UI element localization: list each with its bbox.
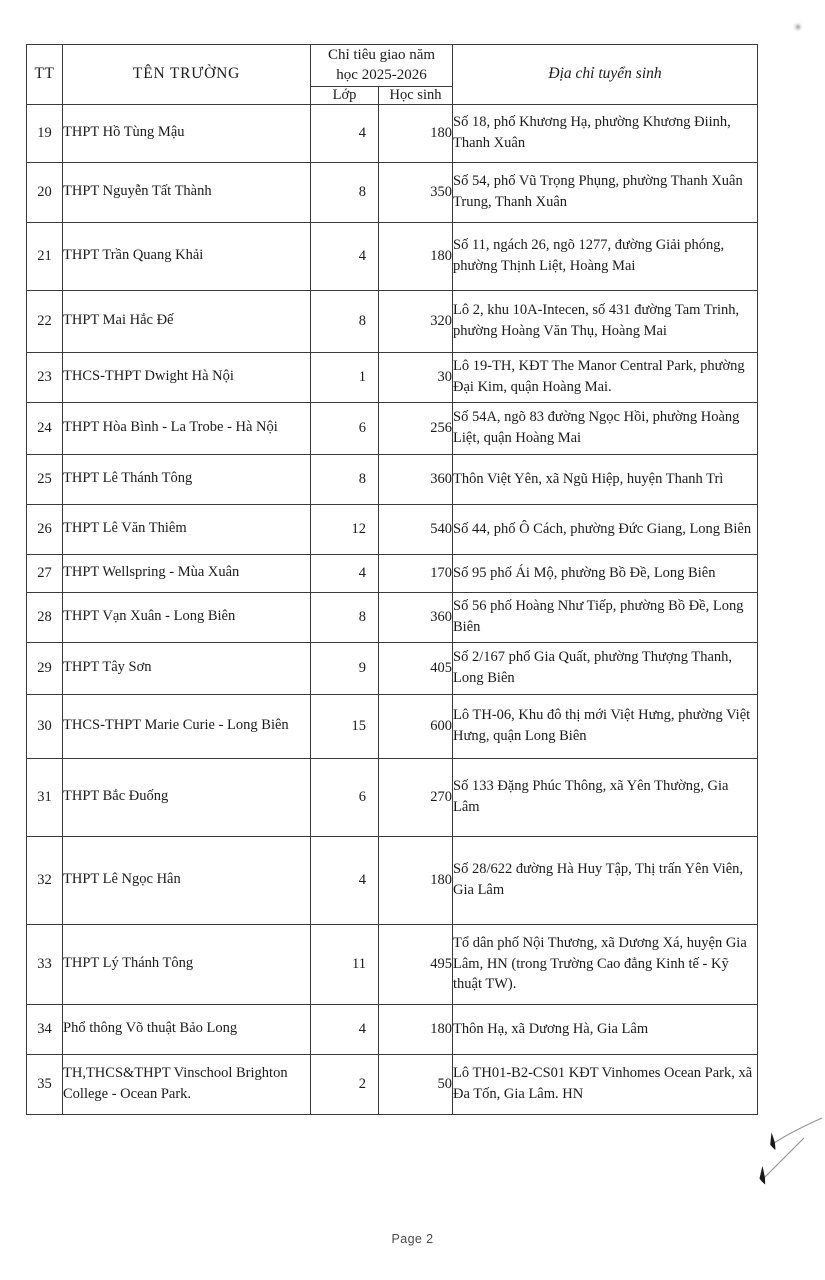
table-row bbox=[27, 352, 758, 402]
school-name-cell: THPT Lê Văn Thiêm bbox=[63, 504, 311, 554]
admission-quota-table-wrapper bbox=[26, 44, 757, 1115]
table-row bbox=[27, 758, 758, 836]
column-header-address: Địa chỉ tuyển sinh bbox=[453, 45, 758, 105]
students-count-cell: 320 bbox=[379, 290, 453, 352]
address-cell: Số 133 Đặng Phúc Thông, xã Yên Thường, Gia Lâm bbox=[453, 758, 758, 836]
address-cell: Số 2/167 phố Gia Quất, phường Thượng Thanh, Long Biên bbox=[453, 642, 758, 694]
column-header-tt: TT bbox=[27, 45, 63, 105]
address-cell: Số 54A, ngõ 83 đường Ngọc Hồi, phường Hoàng Liệt, quận Hoàng Mai bbox=[453, 402, 758, 454]
students-count-cell: 360 bbox=[379, 454, 453, 504]
students-count-cell: 270 bbox=[379, 758, 453, 836]
table-row bbox=[27, 1004, 758, 1054]
school-name-cell: THCS-THPT Marie Curie - Long Biên bbox=[63, 694, 311, 758]
school-name-cell: TH,THCS&THPT Vinschool Brighton College - Ocean Park. bbox=[63, 1054, 311, 1114]
address-cell: Lô TH01-B2-CS01 KĐT Vinhomes Ocean Park, xã Đa Tốn, Gia Lâm. HN bbox=[453, 1054, 758, 1114]
quota-header-line-2: học 2025-2026 bbox=[336, 67, 427, 84]
address-cell: Số 28/622 đường Hà Huy Tập, Thị trấn Yên Viên, Gia Lâm bbox=[453, 836, 758, 924]
row-index: 23 bbox=[27, 352, 63, 402]
students-count-cell: 50 bbox=[379, 1054, 453, 1114]
classes-count-cell: 8 bbox=[311, 592, 379, 642]
school-name-cell: Phổ thông Võ thuật Bảo Long bbox=[63, 1004, 311, 1054]
row-index: 31 bbox=[27, 758, 63, 836]
address-cell: Thôn Hạ, xã Dương Hà, Gia Lâm bbox=[453, 1004, 758, 1054]
row-index: 33 bbox=[27, 924, 63, 1004]
address-cell: Số 56 phố Hoàng Như Tiếp, phường Bồ Đề, Long Biên bbox=[453, 592, 758, 642]
column-header-classes: Lớp bbox=[311, 86, 379, 104]
students-count-cell: 256 bbox=[379, 402, 453, 454]
address-cell: Thôn Việt Yên, xã Ngũ Hiệp, huyện Thanh Trì bbox=[453, 454, 758, 504]
quota-header-line-1: Chỉ tiêu giao năm bbox=[327, 47, 436, 63]
table-row bbox=[27, 290, 758, 352]
classes-count-cell: 4 bbox=[311, 104, 379, 162]
table-row bbox=[27, 592, 758, 642]
students-count-cell: 360 bbox=[379, 592, 453, 642]
table-row bbox=[27, 504, 758, 554]
address-cell: Lô TH-06, Khu đô thị mới Việt Hưng, phường Việt Hưng, quận Long Biên bbox=[453, 694, 758, 758]
row-index: 30 bbox=[27, 694, 63, 758]
classes-count-cell: 11 bbox=[311, 924, 379, 1004]
address-cell: Số 11, ngách 26, ngõ 1277, đường Giải phóng, phường Thịnh Liệt, Hoàng Mai bbox=[453, 222, 758, 290]
students-count-cell: 180 bbox=[379, 222, 453, 290]
row-index: 29 bbox=[27, 642, 63, 694]
column-header-students: Học sinh bbox=[379, 86, 453, 104]
students-count-cell: 405 bbox=[379, 642, 453, 694]
classes-count-cell: 4 bbox=[311, 222, 379, 290]
row-index: 19 bbox=[27, 104, 63, 162]
school-name-cell: THPT Trần Quang Khải bbox=[63, 222, 311, 290]
students-count-cell: 600 bbox=[379, 694, 453, 758]
address-cell: Số 54, phố Vũ Trọng Phụng, phường Thanh Xuân Trung, Thanh Xuân bbox=[453, 162, 758, 222]
row-index: 24 bbox=[27, 402, 63, 454]
classes-count-cell: 4 bbox=[311, 554, 379, 592]
table-header bbox=[27, 45, 758, 105]
table-row bbox=[27, 642, 758, 694]
row-index: 32 bbox=[27, 836, 63, 924]
row-index: 28 bbox=[27, 592, 63, 642]
students-count-cell: 350 bbox=[379, 162, 453, 222]
table-row bbox=[27, 694, 758, 758]
classes-count-cell: 6 bbox=[311, 758, 379, 836]
classes-count-cell: 6 bbox=[311, 402, 379, 454]
column-header-quota bbox=[311, 45, 453, 87]
column-header-school-name: TÊN TRƯỜNG bbox=[63, 45, 311, 105]
table-row bbox=[27, 924, 758, 1004]
students-count-cell: 180 bbox=[379, 836, 453, 924]
school-name-cell: THPT Nguyễn Tất Thành bbox=[63, 162, 311, 222]
school-name-cell: THPT Vạn Xuân - Long Biên bbox=[63, 592, 311, 642]
address-cell: Lô 2, khu 10A-Intecen, số 431 đường Tam Trinh, phường Hoàng Văn Thụ, Hoàng Mai bbox=[453, 290, 758, 352]
students-count-cell: 30 bbox=[379, 352, 453, 402]
row-index: 27 bbox=[27, 554, 63, 592]
row-index: 26 bbox=[27, 504, 63, 554]
students-count-cell: 180 bbox=[379, 104, 453, 162]
classes-count-cell: 2 bbox=[311, 1054, 379, 1114]
classes-count-cell: 4 bbox=[311, 1004, 379, 1054]
row-index: 21 bbox=[27, 222, 63, 290]
table-row bbox=[27, 162, 758, 222]
address-cell: Số 95 phố Ái Mộ, phường Bồ Đề, Long Biên bbox=[453, 554, 758, 592]
classes-count-cell: 8 bbox=[311, 290, 379, 352]
address-cell: Lô 19-TH, KĐT The Manor Central Park, phường Đại Kim, quận Hoàng Mai. bbox=[453, 352, 758, 402]
school-name-cell: THPT Lê Thánh Tông bbox=[63, 454, 311, 504]
row-index: 20 bbox=[27, 162, 63, 222]
handwritten-arrow-marks bbox=[758, 1112, 824, 1217]
classes-count-cell: 12 bbox=[311, 504, 379, 554]
classes-count-cell: 1 bbox=[311, 352, 379, 402]
table-row bbox=[27, 402, 758, 454]
school-name-cell: THPT Hòa Bình - La Trobe - Hà Nội bbox=[63, 402, 311, 454]
row-index: 34 bbox=[27, 1004, 63, 1054]
school-name-cell: THPT Wellspring - Mùa Xuân bbox=[63, 554, 311, 592]
school-name-cell: THPT Lê Ngọc Hân bbox=[63, 836, 311, 924]
address-cell: Số 18, phố Khương Hạ, phường Khương Điinh, Thanh Xuân bbox=[453, 104, 758, 162]
row-index: 35 bbox=[27, 1054, 63, 1114]
school-name-cell: THPT Mai Hắc Đế bbox=[63, 290, 311, 352]
school-name-cell: THCS-THPT Dwight Hà Nội bbox=[63, 352, 311, 402]
address-cell: Số 44, phố Ô Cách, phường Đức Giang, Long Biên bbox=[453, 504, 758, 554]
school-name-cell: THPT Hồ Tùng Mậu bbox=[63, 104, 311, 162]
students-count-cell: 540 bbox=[379, 504, 453, 554]
classes-count-cell: 9 bbox=[311, 642, 379, 694]
school-name-cell: THPT Lý Thánh Tông bbox=[63, 924, 311, 1004]
row-index: 25 bbox=[27, 454, 63, 504]
students-count-cell: 495 bbox=[379, 924, 453, 1004]
classes-count-cell: 4 bbox=[311, 836, 379, 924]
page-footer: Page 2 bbox=[391, 1232, 434, 1246]
admission-quota-table bbox=[26, 44, 758, 1115]
table-row bbox=[27, 454, 758, 504]
table-header-row-top bbox=[27, 45, 758, 87]
classes-count-cell: 8 bbox=[311, 454, 379, 504]
table-body bbox=[27, 104, 758, 1114]
table-row bbox=[27, 222, 758, 290]
classes-count-cell: 8 bbox=[311, 162, 379, 222]
students-count-cell: 180 bbox=[379, 1004, 453, 1054]
school-name-cell: THPT Tây Sơn bbox=[63, 642, 311, 694]
address-cell: Tổ dân phố Nội Thương, xã Dương Xá, huyện Gia Lâm, HN (trong Trường Cao đẳng Kinh tế - Kỹ thuật TW). bbox=[453, 924, 758, 1004]
classes-count-cell: 15 bbox=[311, 694, 379, 758]
row-index: 22 bbox=[27, 290, 63, 352]
table-row bbox=[27, 554, 758, 592]
school-name-cell: THPT Bắc Đuống bbox=[63, 758, 311, 836]
table-row bbox=[27, 104, 758, 162]
table-row bbox=[27, 1054, 758, 1114]
students-count-cell: 170 bbox=[379, 554, 453, 592]
scan-smudge bbox=[793, 22, 803, 32]
table-row bbox=[27, 836, 758, 924]
